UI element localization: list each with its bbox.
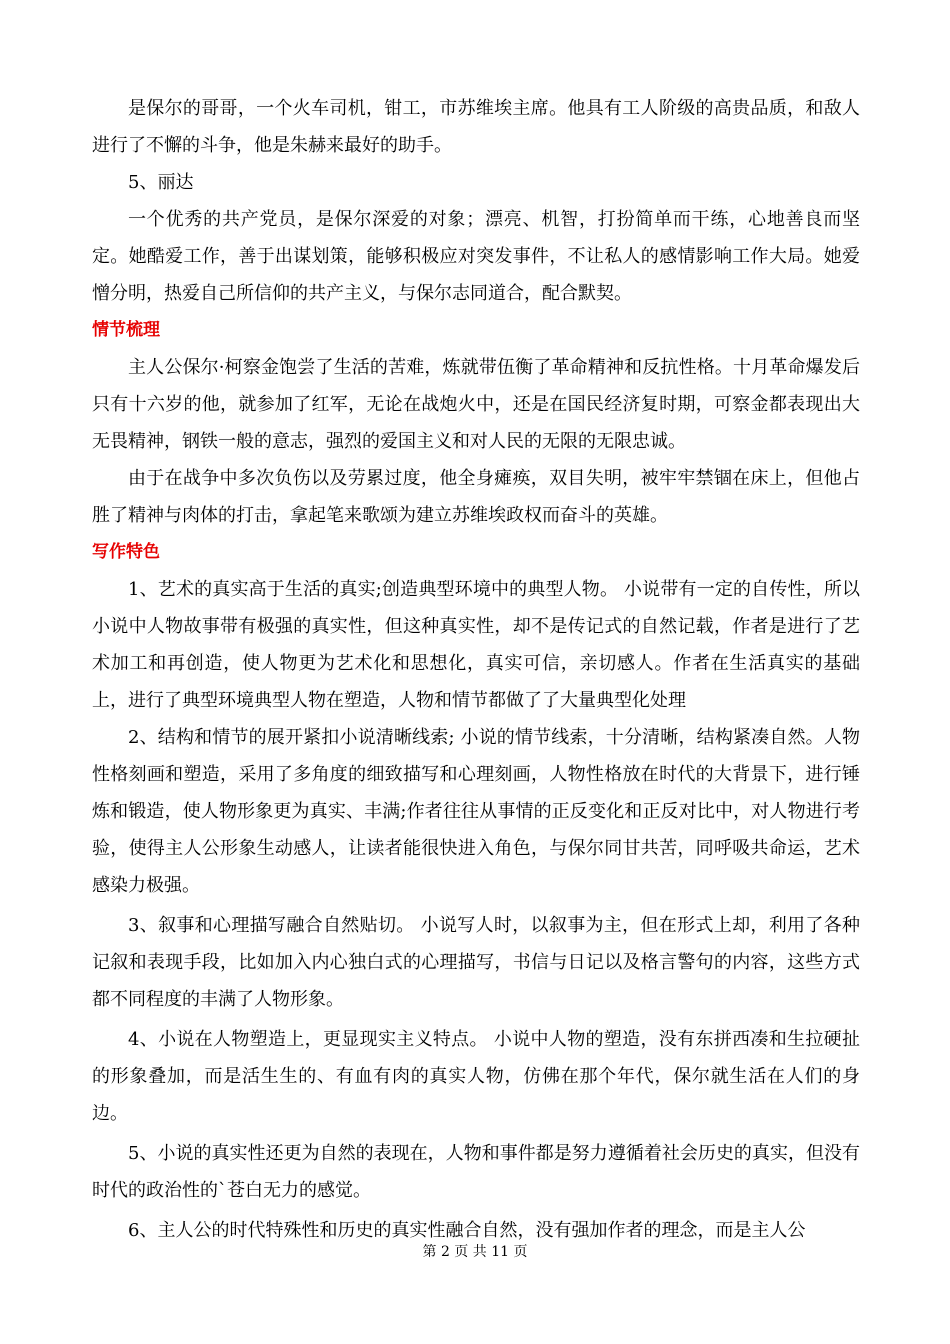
document-page <box>92 90 860 1249</box>
paragraph-feature-6: 6、主人公的时代特殊性和历史的真实性融合自然，没有强加作者的理念，而是主人公 <box>128 1220 806 1241</box>
section-heading-plot: 情节梳理 <box>92 320 160 340</box>
paragraph-feature-5: 5、小说的真实性还更为自然的表现在，人物和事件都是努力遵循着社会历史的真实，但没有时代的政治性的`苍白无力的感觉。 <box>92 1143 860 1201</box>
paragraph-feature-3: 3、叙事和心理描写融合自然贴切。 小说写人时，以叙事为主，但在形式上却，利用了各种记叙和表现手段，比如加入内心独白式的心理描写，书信与日记以及格言警句的内容，这些方式都不同程度的丰满了人物形象。 <box>92 915 860 1010</box>
paragraph-feature-1: 1、艺术的真实高于生活的真实;创造典型环境中的典型人物。 小说带有一定的自传性，所以小说中人物故事带有极强的真实性，但这种真实性，却不是传记式的自然记载，作者是进行了艺术加工和再创造，使人物更为艺术化和思想化，真实可信，亲切感人。作者在生活真实的基础上，进行了典型环境典型人物在塑造，人物和情节都做了了大量典型化处理 <box>92 579 860 711</box>
paragraph-plot-2: 由于在战争中多次负伤以及劳累过度，他全身瘫痪，双目失明，被牢牢禁锢在床上，但他占胜了精神与肉体的打击，拿起笔来歌颂为建立苏维埃政权而奋斗的英雄。 <box>92 468 860 526</box>
paragraph-plot-1: 主人公保尔·柯察金饱尝了生活的苦难，炼就带伍衡了革命精神和反抗性格。十月革命爆发后只有十六岁的他，就参加了红军，无论在战炮火中，还是在国民经济复时期，可察金都表现出大无畏精神，钢铁一般的意志，强烈的爱国主义和对人民的无限的无限忠诚。 <box>92 357 860 452</box>
paragraph-feature-2: 2、结构和情节的展开紧扣小说清晰线索; 小说的情节线索，十分清晰，结构紧凑自然。人物性格刻画和塑造，采用了多角度的细致描写和心理刻画，人物性格放在时代的大背景下，进行锤炼和锻造，使人物形象更为真实、丰满;作者往往从事情的正反变化和正反对比中，对人物进行考验，使得主人公形象生动感人，让读者能很快进入角色，与保尔同甘共苦，同呼吸共命运，艺术感染力极强。 <box>92 727 860 896</box>
page-footer: 第 2 页 共 11 页 <box>422 1244 528 1260</box>
paragraph-character-lida: 一个优秀的共产党员，是保尔深爱的对象；漂亮、机智，打扮简单而干练，心地善良而坚定。她酷爱工作，善于出谋划策，能够积极应对突发事件，不让私人的感情影响工作大局。她爱憎分明，热爱自己所信仰的共产主义，与保尔志同道合，配合默契。 <box>92 209 860 304</box>
character-heading-lida: 5、丽达 <box>128 172 194 193</box>
paragraph-feature-4: 4、小说在人物塑造上，更显现实主义特点。 小说中人物的塑造，没有东拼西凑和生拉硬扯的形象叠加，而是活生生的、有血有肉的真实人物，仿佛在那个年代，保尔就生活在人们的身边。 <box>92 1029 860 1124</box>
paragraph-character-brother: 是保尔的哥哥，一个火车司机，钳工，市苏维埃主席。他具有工人阶级的高贵品质，和敌人进行了不懈的斗争，他是朱赫来最好的助手。 <box>92 98 860 156</box>
section-heading-writing-features: 写作特色 <box>92 542 160 562</box>
